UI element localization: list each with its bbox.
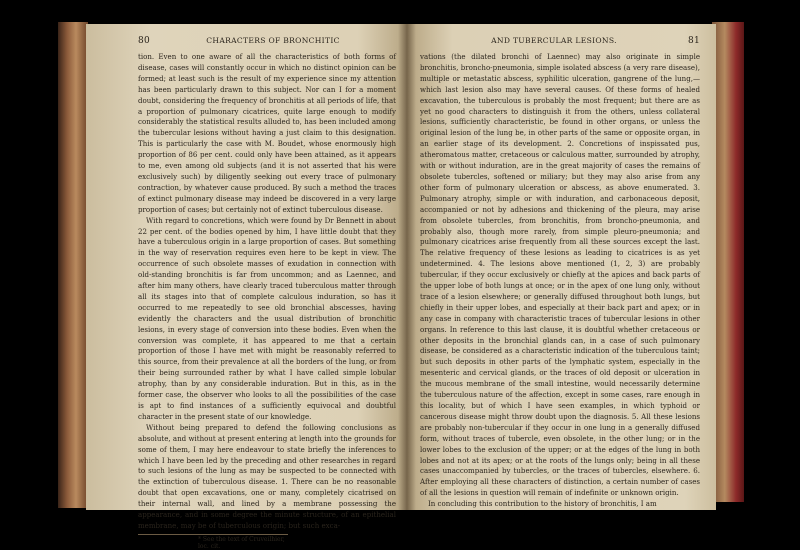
left-running-head (138, 36, 396, 46)
left-paragraph: Without being prepared to defend the following conclusions as absolute, and without at present entering at length into the grounds for some of them, I may here endeavour to state briefly the inferences to which I have been led by the preceding and other researches in regard to such lesions of the lung as may be suspected to be connected with the extinction of tuberculous disease. 1. There can be no reasonable doubt that open excavations, one or many, completely cicatrised on their internal wall, and lined by a membrane possessing the appearance, and in some degree the minute structure, of an epithelial membrane, may be of tuberculous origin; but such exca- (138, 422, 396, 530)
right-running-title: AND TUBERCULAR LESIONS. (491, 36, 617, 45)
book-right-page-edges (712, 22, 744, 502)
right-running-head (420, 36, 700, 46)
right-page (406, 24, 716, 510)
left-page (86, 24, 406, 550)
right-body-text (420, 52, 700, 510)
left-page-number: 80 (138, 36, 151, 46)
left-paragraph: With regard to concretions, which were found by Dr Bennett in about 22 per cent. of the bodies opened by him, I have little doubt that they have a tuberculous origin in a large proportion of cases. But something in the way of reservation requires even here to be kept in view. The occurrence of such obsolete masses of exudation in connection with old-standing bronchitis is far from uncommon; and as Laennec, and after him many others, have clearly traced tuberculous matter through all its stages into that of complete calculous induration, so has it occurred to me repeatedly to see old bronchial abscesses, having evidently the characters and the usual distribution of bronchitic lesions, in every stage of conversion into these bodies. Even when the conversion was complete, it has appeared to me that a certain proportion of those I have met with might be reasonably referred to this source, from their prevalence at all the borders of the lung, or from their being surrounded rather by what I have called simple lobular atrophy, than by any considerable induration. But in this, as in the former case, the observer who looks to all the possibilities of the case is apt to find instances of a sufficiently equivocal and doubtful character in the present state of our knowledge. (138, 215, 396, 421)
book-left-page-edges (58, 22, 88, 508)
left-paragraph: tion. Even to one aware of all the characteristics of both forms of disease, cases will constantly occur in which no distinct opinion can be formed; at least such is the result of my experience since my attention has been particularly drawn to this subject. Nor can I for a moment doubt, considering the frequency of bronchitis at all periods of life, that a proportion of pulmonary cicatrices, quite large enough to modify considerably the statistical results alluded to, has been included among the tubercular lesions without having a just claim to this designation. This is particularly the case with M. Boudet, whose enormously high proportion of 86 per cent. could only have been attained, as it appears to me, even among old subjects (and it is not asserted that his were exclusively such) by diligently seeking out every trace of pulmonary contraction, by whatever cause produced. By such a method the traces of extinct pulmonary disease may indeed be discovered in a very large proportion of cases; but certainly not of extinct tuberculous disease. (138, 52, 396, 214)
left-body-text (138, 52, 396, 532)
right-paragraph: In concluding this contribution to the history of bronchitis, I am (428, 499, 657, 509)
left-running-title: CHARACTERS OF BRONCHITIC (206, 36, 340, 45)
right-page-number: 81 (687, 36, 700, 46)
book-gutter-shadow (398, 24, 416, 510)
left-footnote: * See the text of Cruveilhier, loc. cit. (138, 534, 288, 550)
right-paragraph: vations (the dilated bronchi of Laennec) may also originate in simple bronchitis, broncho-pneumonia, simple isolated abscess (a very rare disease), multiple or metastatic abscess, syphilitic ulceration, gangrene of the lung,—which last lesion also may have several causes. Of these forms of healed excavation, the tuberculous is probably the most frequent; but there are as yet no good characters to distinguish it from the others, unless collateral lesions, sufficiently characteristic, be found in other organs, or unless the original lesion of the lung be, in other parts of the same or opposite organ, in an earlier stage of its development. 2. Concretions of inspissated pus, atheromatous matter, cretaceous or calculous matter, surrounded by atrophy, with or without induration, are in the great majority of cases the remains of obsolete tubercles, softened or miliary; but they may also arise from any other form of pulmonary ulceration or abscess, as above enumerated. 3. Pulmonary atrophy, simple or with induration, and carbonaceous deposit, accompanied or not by adhesions and thickening of the pleura, may arise from obsolete tubercles, from bronchitis, from broncho-pneumonia, and probably also, though more rarely, from simple pleuro-pneumonia; and pulmonary cicatrices arise frequently from all these sources except the last. The relative frequency of these lesions as leading to cicatrices is as yet undetermined. 4. The lesions above mentioned (1, 2, 3) are probably tubercular, if they occur exclusively or chiefly at the apices and back parts of the upper lobe of both lungs at once; or in the apex of one lung only, without trace of a lesion elsewhere; or generally diffused throughout both lungs, but chiefly in their upper lobes, and especially at their back part and apex; or in any case in company with characteristic traces of tubercular lesions in other organs. In reference to this last clause, it is doubtful whether cretaceous or other deposits in the bronchial glands can, in a case of such pulmonary disease, be considered as a characteristic indication of the tuberculous taint; but such deposits in other parts of the lymphatic system, especially in the mesenteric and cervical glands, or the traces of old deposit or ulceration in the mucous membrane of the small intestine, would necessarily determine the tuberculous nature of the affection, except in some cases, rare enough in this locality, but of which I have seen examples, in which typhoid or cancerous disease might throw doubt upon the diagnosis. 5. All these lesions are probably non-tubercular if they occur in one lung in a generally diffused form, without traces of tubercle, even obsolete, in the other lung; or in the lower lobes to the exclusion of the upper; or at the edges of the lung in both lobes and not at its apex; or at the roots of the lungs only; being in all these cases unaccompanied by tubercles, or the traces of tubercles, elsewhere. 6. After employing all these characters of distinction, a certain number of cases of all the lesions in question will remain of indefinite or unknown origin. (420, 52, 700, 498)
